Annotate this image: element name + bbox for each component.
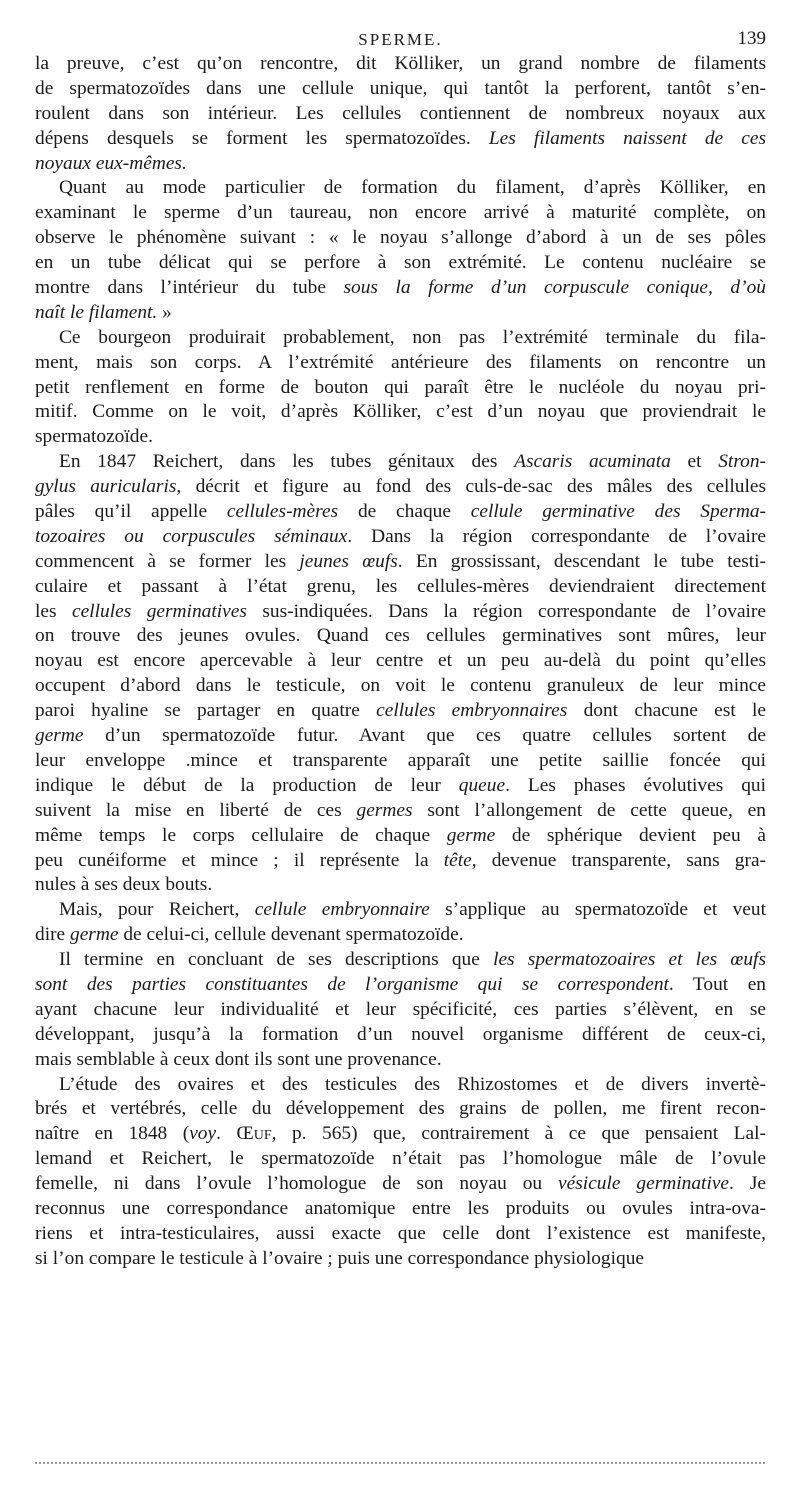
italic-span: Ascaris acuminata bbox=[514, 451, 671, 473]
text-line bbox=[35, 152, 766, 177]
text-line bbox=[35, 649, 766, 674]
text-line bbox=[35, 1222, 766, 1247]
text-line bbox=[35, 102, 766, 127]
text-span: mitif. Comme on le voit, d’après Kölliker, c’est d’un noyau que proviendrait le bbox=[35, 401, 766, 423]
text-span: . En grossissant, descendant le tube testi- bbox=[397, 550, 766, 572]
text-span: Quant au mode particulier de formation du filament, d’après Kölliker, en bbox=[59, 177, 766, 199]
text-line bbox=[35, 624, 766, 649]
text-span: s’applique au spermatozoïde et veut bbox=[429, 899, 766, 921]
italic-span: Stron- bbox=[718, 451, 766, 473]
text-line bbox=[35, 1147, 766, 1172]
text-span: noyau est encore apercevable à leur centre et un peu au-delà du point qu’elles bbox=[35, 650, 766, 672]
text-span: lemand et Reichert, le spermatozoïde n’était pas l’homologue mâle de l’ovule bbox=[35, 1148, 766, 1170]
text-span: reconnus une correspondance anatomique entre les produits ou ovules intra-ova- bbox=[35, 1197, 766, 1219]
page-header bbox=[35, 22, 766, 52]
text-span: , décrit et figure au fond des culs-de-sac des mâles des cellules bbox=[176, 476, 767, 498]
body-text bbox=[35, 52, 766, 1272]
text-line bbox=[35, 251, 766, 276]
text-span: paroi hyaline se partager en quatre bbox=[35, 700, 377, 722]
text-span: . Dans la région correspondante de l’ovaire bbox=[347, 525, 767, 547]
text-span: occupent d’abord dans le testicule, on voit le contenu granuleux de leur mince bbox=[35, 675, 766, 697]
text-span: la preuve, c’est qu’on rencontre, dit Kölliker, un grand nombre de filaments bbox=[35, 53, 766, 74]
text-span: de celui-ci, cellule devenant spermatozoïde. bbox=[118, 924, 464, 946]
text-line bbox=[35, 948, 766, 973]
footer-dotted-rule bbox=[35, 1462, 765, 1464]
text-span: culaire et passant à l’état grenu, les cellules-mères deviendraient directement bbox=[35, 575, 766, 597]
text-line bbox=[35, 873, 766, 898]
text-line bbox=[35, 550, 766, 575]
italic-span: naît le filament. bbox=[35, 301, 158, 323]
text-span: mais semblable à ceux dont ils sont une provenance. bbox=[35, 1048, 442, 1070]
text-span: d’un spermatozoïde futur. Avant que ces quatre cellules sortent de bbox=[83, 725, 766, 747]
text-span: suivent la mise en liberté de ces bbox=[35, 799, 357, 821]
text-span: sus-indiquées. Dans la région correspondante de l’ovaire bbox=[246, 600, 767, 622]
italic-span: vésicule germinative bbox=[558, 1173, 730, 1195]
text-span: indique le début de la production de leur bbox=[35, 774, 459, 796]
italic-span: voy bbox=[189, 1123, 217, 1145]
text-span: en un tube délicat qui se perfore à son extrémité. Le contenu nucléaire se bbox=[35, 252, 766, 274]
italic-span: les spermatozoaires et les œufs bbox=[493, 949, 766, 971]
italic-span: germe bbox=[35, 725, 84, 747]
text-span: naître en 1848 ( bbox=[35, 1123, 190, 1145]
text-span: roulent dans son intérieur. Les cellules contiennent de nombreux noyaux aux bbox=[35, 102, 766, 124]
running-head: SPERME. bbox=[358, 30, 443, 49]
text-span: spermatozoïde. bbox=[35, 426, 153, 448]
paragraph bbox=[35, 898, 766, 948]
paragraph bbox=[35, 52, 766, 176]
text-span: montre dans l’intérieur du tube bbox=[35, 277, 344, 299]
text-line bbox=[35, 52, 766, 77]
text-span: même temps le corps cellulaire de chaque bbox=[35, 824, 447, 846]
text-span: dépens desquels se forment les spermatozoïdes. bbox=[35, 127, 489, 149]
page bbox=[35, 22, 766, 1272]
text-line bbox=[35, 774, 766, 799]
text-span: Il termine en concluant de ses descriptions que bbox=[59, 949, 494, 971]
text-span: si l’on compare le testicule à l’ovaire ; puis une correspondance physiologique bbox=[35, 1247, 644, 1269]
text-line bbox=[35, 849, 766, 874]
text-line bbox=[35, 425, 766, 450]
italic-span: cellule germinative des Sperma- bbox=[470, 501, 766, 523]
text-line bbox=[35, 724, 766, 749]
paragraph bbox=[35, 948, 766, 1072]
text-line bbox=[35, 400, 766, 425]
text-line bbox=[35, 699, 766, 724]
text-line bbox=[35, 326, 766, 351]
text-span: brés et vertébrés, celle du développement des grains de pollen, me firent recon- bbox=[35, 1098, 766, 1120]
paragraph bbox=[35, 326, 766, 450]
text-span: les bbox=[35, 600, 73, 622]
text-span: L’étude des ovaires et des testicules des Rhizostomes et de divers invertè- bbox=[59, 1073, 766, 1095]
text-line bbox=[35, 301, 766, 326]
italic-span: queue bbox=[458, 774, 506, 796]
italic-span: cellules-mères bbox=[226, 501, 339, 523]
text-span: de sphérique devient peu à bbox=[495, 824, 766, 846]
text-span: petit renflement en forme de bouton qui paraît être le nucléole du noyau pri- bbox=[35, 376, 766, 398]
text-span: sont l’allongement de cette queue, en bbox=[412, 799, 766, 821]
text-span: commencent à se former les bbox=[35, 550, 300, 572]
text-span: dire bbox=[35, 924, 70, 946]
text-line bbox=[35, 450, 766, 475]
text-line bbox=[35, 998, 766, 1023]
text-span: » bbox=[157, 301, 172, 323]
text-span: on trouve des jeunes ovules. Quand ces cellules germinatives sont mûres, leur bbox=[35, 625, 766, 647]
text-line bbox=[35, 973, 766, 998]
text-line bbox=[35, 176, 766, 201]
text-line bbox=[35, 127, 766, 152]
text-span: leur enveloppe .mince et transparente apparaît une petite saillie foncée qui bbox=[35, 749, 766, 771]
paragraph bbox=[35, 450, 766, 898]
text-span: . Les phases évolutives qui bbox=[505, 774, 766, 796]
italic-span: germe bbox=[446, 824, 496, 846]
text-line bbox=[35, 500, 766, 525]
page-number: 139 bbox=[737, 28, 766, 49]
text-line bbox=[35, 600, 766, 625]
text-line bbox=[35, 1172, 766, 1197]
text-line bbox=[35, 1048, 766, 1073]
italic-span: Les filaments naissent de ces bbox=[488, 127, 766, 149]
text-line bbox=[35, 923, 766, 948]
text-span: examinant le sperme d’un taureau, non encore arrivé à maturité complète, on bbox=[35, 202, 766, 224]
text-line bbox=[35, 226, 766, 251]
text-span: pâles qu’il appelle bbox=[35, 501, 227, 523]
italic-span: sous la forme d’un corpuscule conique, d’où bbox=[343, 277, 766, 299]
text-line bbox=[35, 824, 766, 849]
italic-span: cellules germinatives bbox=[72, 600, 247, 622]
italic-span: gylus auricularis bbox=[35, 476, 177, 498]
paragraph bbox=[35, 1073, 766, 1272]
text-span: . Je bbox=[729, 1173, 766, 1195]
text-span: développant, jusqu’à la formation d’un nouvel organisme différent de ceux-ci, bbox=[35, 1023, 766, 1045]
text-line bbox=[35, 898, 766, 923]
text-span: femelle, ni dans l’ovule l’homologue de son noyau ou bbox=[35, 1173, 559, 1195]
italic-span: cellule embryonnaire bbox=[254, 899, 430, 921]
text-line bbox=[35, 575, 766, 600]
text-span: ment, mais son corps. A l’extrémité antérieure des filaments on rencontre un bbox=[35, 351, 766, 373]
italic-span: noyaux eux-mêmes. bbox=[35, 152, 187, 174]
text-span: Mais, pour Reichert, bbox=[59, 899, 255, 921]
text-line bbox=[35, 276, 766, 301]
text-span: ayant chacune leur individualité et leur spécificité, ces parties s’élèvent, en se bbox=[35, 998, 766, 1020]
text-line bbox=[35, 1247, 766, 1272]
text-line bbox=[35, 475, 766, 500]
text-span: , p. 565) que, contrairement à ce que pensaient Lal- bbox=[271, 1123, 766, 1145]
italic-span: jeunes œufs bbox=[299, 550, 398, 572]
text-line bbox=[35, 674, 766, 699]
text-line bbox=[35, 799, 766, 824]
text-span: observe le phénomène suivant : « le noyau s’allonge d’abord à un de ses pôles bbox=[35, 227, 766, 249]
text-line bbox=[35, 1197, 766, 1222]
text-span: peu cunéiforme et mince ; il représente la bbox=[35, 849, 444, 871]
text-span: nules à ses deux bouts. bbox=[35, 874, 213, 896]
italic-span: tête bbox=[443, 849, 472, 871]
text-line bbox=[35, 1122, 766, 1147]
text-span: En 1847 Reichert, dans les tubes génitaux des bbox=[59, 451, 515, 473]
text-span: . bbox=[216, 1123, 237, 1145]
italic-span: tozoaires ou corpuscules séminaux bbox=[35, 525, 348, 547]
text-line bbox=[35, 1023, 766, 1048]
text-span: dont chacune est le bbox=[567, 700, 766, 722]
italic-span: germe bbox=[70, 924, 119, 946]
text-line bbox=[35, 525, 766, 550]
text-span: de spermatozoïdes dans une cellule unique, qui tantôt la perforent, tantôt s’en- bbox=[35, 77, 766, 99]
text-span: riens et intra-testiculaires, aussi exacte que celle dont l’existence est manifeste, bbox=[35, 1222, 766, 1244]
italic-span: sont des parties constituantes de l’organisme qui se correspondent bbox=[35, 973, 669, 995]
text-span: Œuf bbox=[236, 1123, 272, 1145]
italic-span: germes bbox=[356, 799, 413, 821]
text-span: , devenue transparente, sans gra- bbox=[471, 849, 767, 871]
text-span: . Tout en bbox=[668, 973, 766, 995]
text-line bbox=[35, 351, 766, 376]
text-span: de chaque bbox=[338, 501, 471, 523]
text-line bbox=[35, 1097, 766, 1122]
text-line bbox=[35, 1073, 766, 1098]
italic-span: cellules embryonnaires bbox=[376, 700, 568, 722]
text-line bbox=[35, 201, 766, 226]
text-span: et bbox=[670, 451, 719, 473]
text-line bbox=[35, 77, 766, 102]
paragraph bbox=[35, 176, 766, 325]
text-line bbox=[35, 749, 766, 774]
text-line bbox=[35, 376, 766, 401]
text-span: Ce bourgeon produirait probablement, non pas l’extrémité terminale du fila- bbox=[59, 326, 766, 348]
